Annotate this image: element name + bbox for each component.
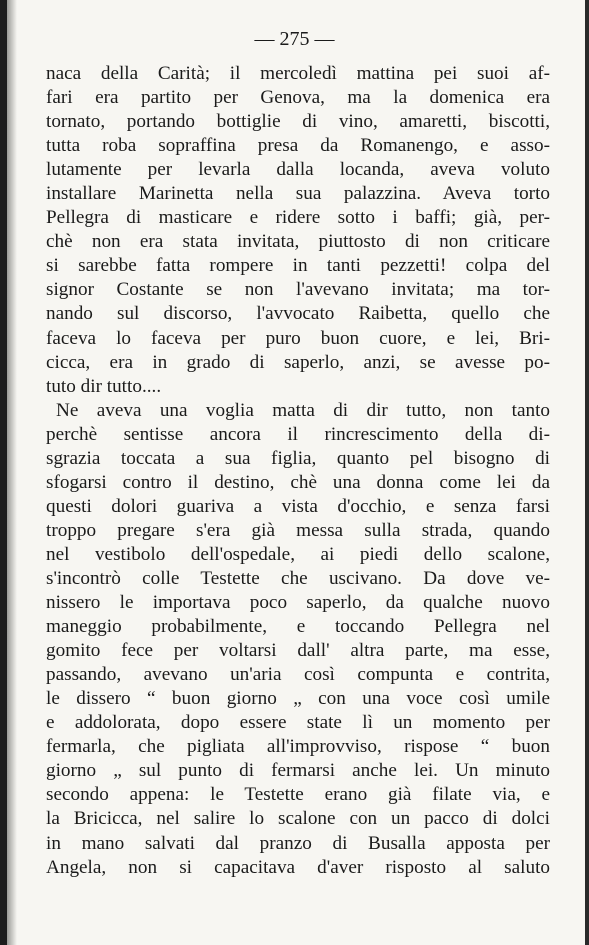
text-line: perchè sentisse ancora il rincrescimento della di-: [46, 423, 550, 445]
gutter-shade: [7, 0, 17, 945]
text-line: cicca, era in grado di saperlo, anzi, se avesse po-: [46, 351, 550, 373]
text-line: la Bricicca, nel salire lo scalone con un pacco di dolci: [46, 808, 550, 830]
book-spine-shadow: [0, 0, 7, 945]
text-line: s'incontrò colle Testette che uscivano. Da dove ve-: [46, 567, 550, 589]
text-line: si sarebbe fatta rompere in tanti pezzetti! colpa del: [46, 255, 550, 277]
text-line: tornato, portando bottiglie di vino, amaretti, biscotti,: [46, 111, 550, 133]
text-line: troppo pregare s'era già messa sulla strada, quando: [46, 519, 550, 541]
page-number: — 275 —: [254, 28, 335, 50]
text-line: le dissero “ buon giorno „ con una voce così umile: [46, 688, 550, 710]
text-line: tutta roba sopraffina presa da Romanengo, e asso-: [46, 135, 550, 157]
text-line: nel vestibolo dell'ospedale, ai piedi dello scalone,: [46, 543, 550, 565]
body-text: [46, 62, 550, 880]
text-line: nissero le importava poco saperlo, da qualche nuovo: [46, 592, 550, 614]
text-line: Angela, non si capacitava d'aver risposto al saluto: [46, 856, 550, 878]
text-line: sfogarsi contro il destino, chè una donna come lei da: [46, 471, 550, 493]
text-line: lutamente per levarla dalla locanda, aveva voluto: [46, 159, 550, 181]
text-line: tuto dir tutto....: [46, 375, 162, 397]
text-line: sgrazia toccata a sua figlia, quanto pel bisogno di: [46, 447, 550, 469]
text-line: fari era partito per Genova, ma la domenica era: [46, 87, 550, 109]
text-line: secondo appena: le Testette erano già filate via, e: [46, 784, 550, 806]
text-line: in mano salvati dal pranzo di Busalla apposta per: [46, 832, 550, 854]
text-line: Pellegra di masticare e ridere sotto i baffi; già, per-: [46, 207, 550, 229]
text-line: maneggio probabilmente, e toccando Pellegra nel: [46, 616, 550, 638]
text-line: naca della Carità; il mercoledì mattina pei suoi af-: [46, 63, 550, 84]
text-line: questi dolori guariva a vista d'occhio, e senza farsi: [46, 495, 550, 517]
text-line: giorno „ sul punto di fermarsi anche lei. Un minuto: [46, 760, 550, 782]
text-line: passando, avevano un'aria così compunta e contrita,: [46, 664, 550, 686]
text-line: installare Marinetta nella sua palazzina. Aveva torto: [46, 183, 550, 205]
text-line: fermarla, che pigliata all'improvviso, rispose “ buon: [46, 736, 550, 758]
text-line: signor Costante se non l'avevano invitata; ma tor-: [46, 279, 550, 301]
text-line: chè non era stata invitata, piuttosto di non criticare: [46, 231, 550, 253]
text-line: gomito fece per voltarsi dall' altra parte, ma esse,: [46, 640, 550, 662]
text-line: faceva lo faceva per puro buon cuore, e lei, Bri-: [46, 327, 550, 349]
text-line: Ne aveva una voglia matta di dir tutto, non tanto: [56, 399, 550, 421]
text-line: nando sul discorso, l'avvocato Raibetta, quello che: [46, 303, 550, 325]
page-edge: [585, 0, 589, 945]
text-line: e addolorata, dopo essere state lì un momento per: [46, 712, 550, 734]
